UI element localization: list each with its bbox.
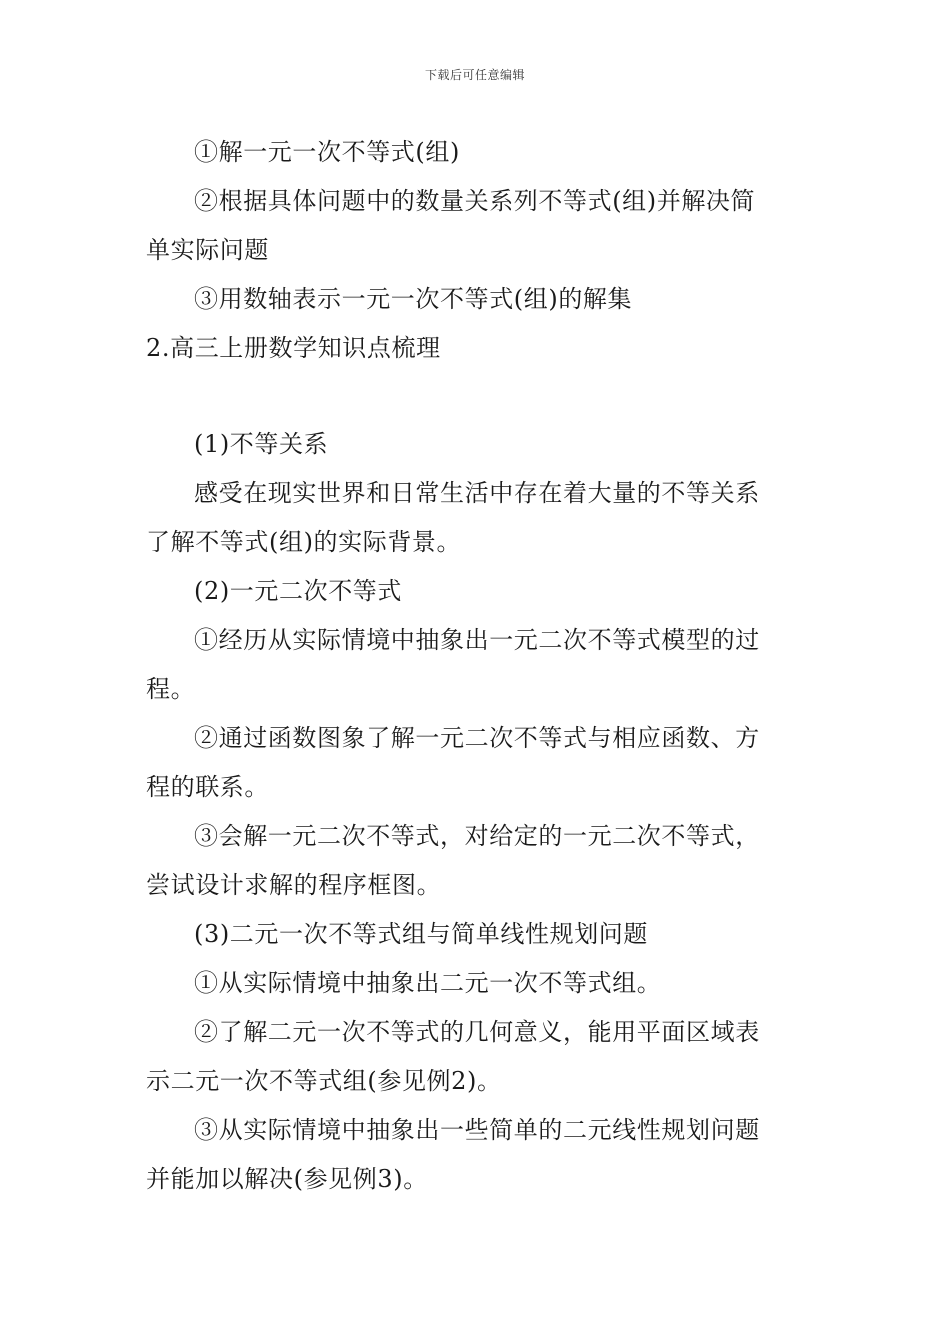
text-line: ③用数轴表示一元一次不等式(组)的解集 [194, 285, 633, 313]
text-line: ②通过函数图象了解一元二次不等式与相应函数、方 [194, 724, 760, 752]
text-line: ②了解二元一次不等式的几何意义，能用平面区域表 [194, 1018, 760, 1046]
subsection-heading: (2)一元二次不等式 [194, 577, 402, 605]
text-line: ①解一元一次不等式(组) [194, 138, 460, 166]
text-line: ②根据具体问题中的数量关系列不等式(组)并解决简 [194, 187, 756, 215]
document-body [146, 128, 808, 1204]
text-line: 并能加以解决(参见例3)。 [146, 1165, 428, 1193]
text-line: ③从实际情境中抽象出一些简单的二元线性规划问题 [194, 1116, 760, 1144]
spacer [146, 373, 808, 420]
page-header: 下载后可任意编辑 [424, 68, 525, 82]
text-line: 了解不等式(组)的实际背景。 [146, 528, 462, 556]
text-line: 程。 [146, 675, 196, 703]
text-line: 尝试设计求解的程序框图。 [146, 871, 442, 899]
subsection-heading: (1)不等关系 [194, 430, 329, 458]
subsection-heading: (3)二元一次不等式组与简单线性规划问题 [194, 920, 648, 948]
text-line: 程的联系。 [146, 773, 269, 801]
text-line: 感受在现实世界和日常生活中存在着大量的不等关系 [194, 479, 760, 507]
text-line: ①经历从实际情境中抽象出一元二次不等式模型的过 [194, 626, 760, 654]
text-line: ①从实际情境中抽象出二元一次不等式组。 [194, 969, 662, 997]
text-line: ③会解一元二次不等式，对给定的一元二次不等式， [194, 822, 760, 850]
text-line: 单实际问题 [146, 236, 269, 264]
section-heading: 2.高三上册数学知识点梳理 [146, 334, 441, 362]
text-line: 示二元一次不等式组(参见例2)。 [146, 1067, 502, 1095]
